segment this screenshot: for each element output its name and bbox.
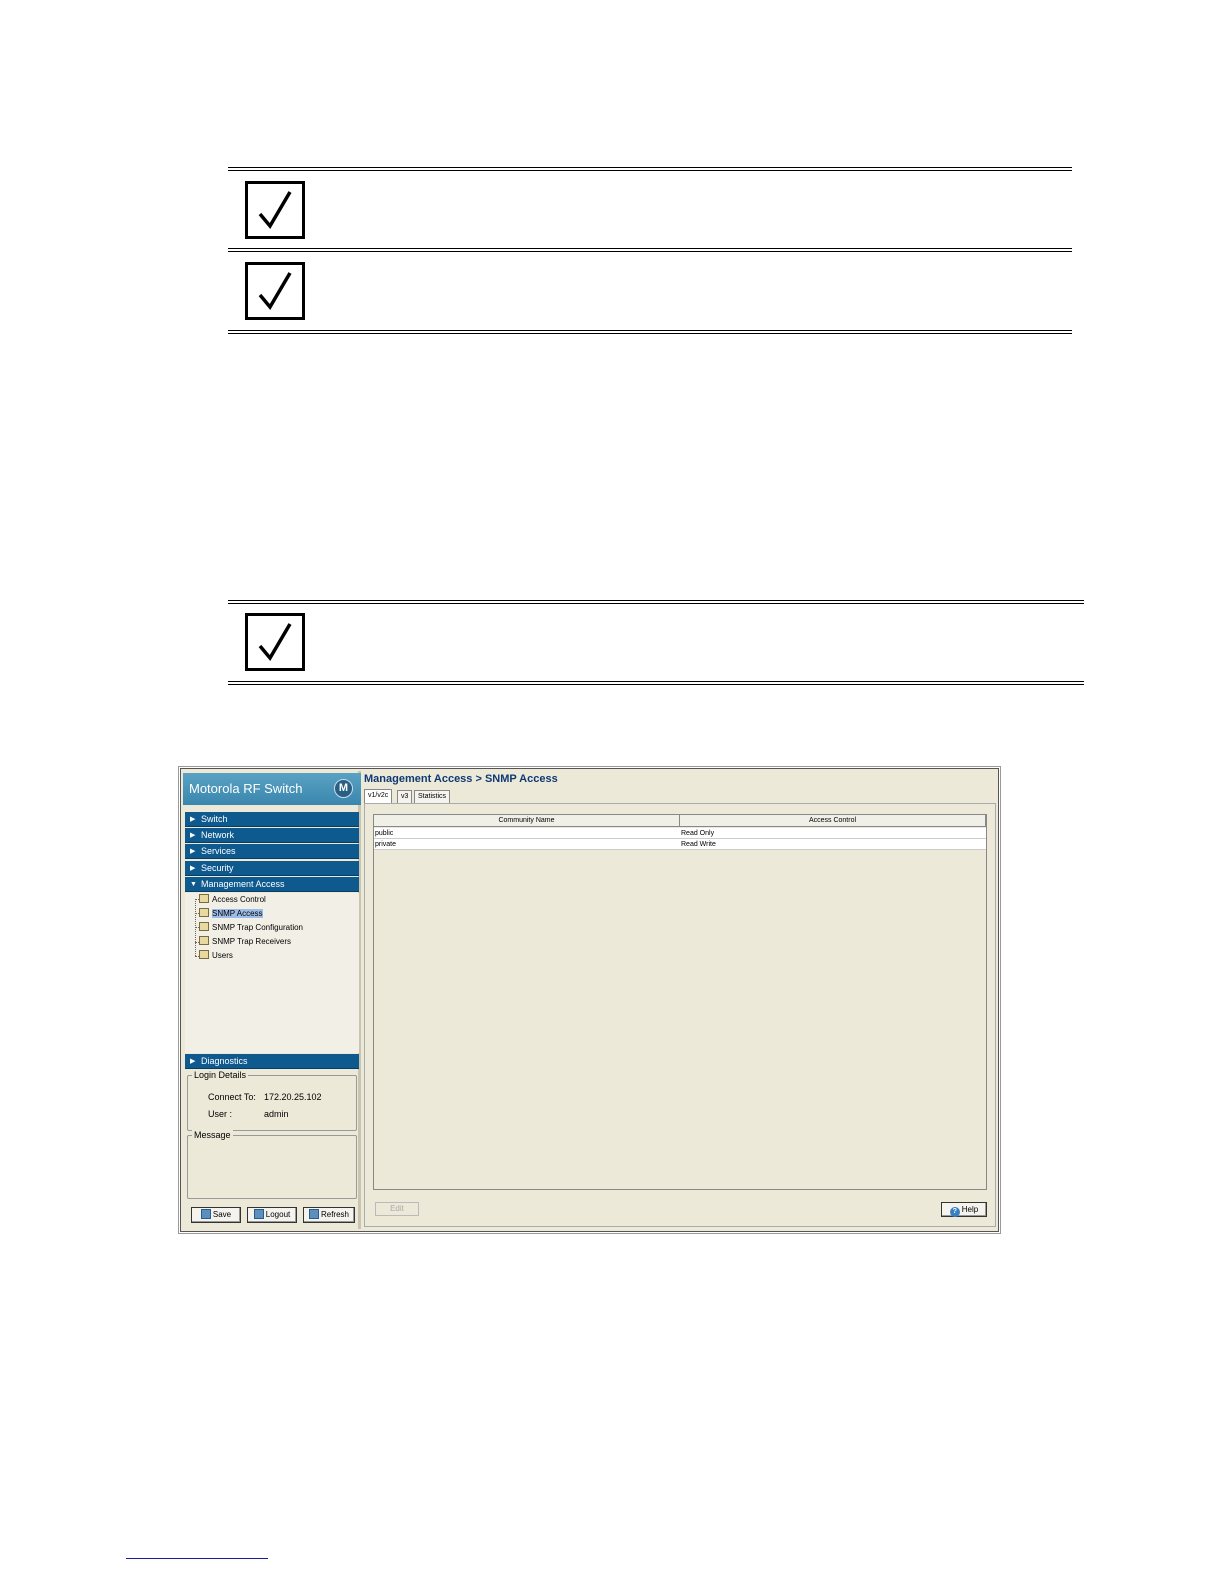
tree-node-icon bbox=[199, 950, 209, 959]
nav-item-label: Diagnostics bbox=[201, 1056, 248, 1066]
table-cell: Read Write bbox=[681, 841, 716, 848]
tab-panel bbox=[364, 803, 996, 1227]
brand-title: Motorola RF Switch bbox=[189, 781, 303, 796]
triangle-right-icon: ▶ bbox=[190, 1058, 196, 1065]
column-header-community-name[interactable]: Community Name bbox=[374, 815, 680, 827]
nav-item-switch[interactable] bbox=[185, 812, 359, 827]
table-row[interactable] bbox=[374, 839, 986, 850]
nav-item-diagnostics[interactable] bbox=[185, 1054, 359, 1069]
nav-item-management-access[interactable] bbox=[185, 877, 359, 892]
motorola-logo-icon: M bbox=[334, 779, 353, 798]
note-rule-bottom bbox=[228, 681, 1084, 685]
tree-item-label: SNMP Access bbox=[212, 909, 263, 918]
triangle-down-icon: ▼ bbox=[190, 881, 197, 888]
tree-item-access-control[interactable] bbox=[199, 893, 268, 906]
nav-tree bbox=[185, 893, 359, 1053]
tree-item-snmp-trap-configuration[interactable] bbox=[199, 921, 305, 934]
checkmark-icon bbox=[245, 613, 305, 671]
footer-rule bbox=[126, 1558, 268, 1559]
triangle-right-icon: ▶ bbox=[190, 848, 196, 855]
tree-item-snmp-access[interactable] bbox=[199, 907, 265, 920]
triangle-right-icon: ▶ bbox=[190, 816, 196, 823]
refresh-button[interactable] bbox=[303, 1207, 355, 1223]
refresh-button-label: Refresh bbox=[320, 1210, 349, 1219]
tab-v3[interactable]: v3 bbox=[397, 790, 412, 803]
main-pane bbox=[364, 771, 996, 1229]
table-row[interactable] bbox=[374, 828, 986, 839]
connect-to-label: Connect To: bbox=[208, 1092, 256, 1102]
nav-item-label: Network bbox=[201, 830, 235, 840]
note-rule-top bbox=[228, 167, 1072, 171]
connect-to-value: 172.20.25.102 bbox=[264, 1092, 322, 1102]
triangle-right-icon: ▶ bbox=[190, 865, 196, 872]
app-window bbox=[180, 768, 999, 1232]
tree-item-snmp-trap-receivers[interactable] bbox=[199, 935, 293, 948]
community-table bbox=[373, 814, 987, 1190]
page-title: Management Access > SNMP Access bbox=[364, 773, 558, 785]
nav-item-label: Services bbox=[201, 846, 236, 856]
refresh-icon bbox=[309, 1209, 319, 1219]
nav-item-label: Switch bbox=[201, 814, 228, 824]
tab-statistics[interactable]: Statistics bbox=[414, 790, 450, 803]
table-cell: private bbox=[375, 841, 397, 848]
login-details-group bbox=[187, 1070, 357, 1131]
save-icon bbox=[201, 1209, 211, 1219]
user-label: User : bbox=[208, 1109, 233, 1119]
column-header-access-control[interactable]: Access Control bbox=[680, 815, 986, 827]
tree-node-icon bbox=[199, 922, 209, 931]
message-title: Message bbox=[194, 1130, 231, 1140]
tree-item-label: SNMP Trap Configuration bbox=[212, 923, 304, 932]
nav-item-label: Security bbox=[201, 863, 234, 873]
checkmark-icon bbox=[245, 262, 305, 320]
tab-v1-v2c[interactable]: v1/v2c bbox=[364, 789, 392, 803]
triangle-right-icon: ▶ bbox=[190, 832, 196, 839]
edit-button[interactable]: Edit bbox=[375, 1202, 419, 1216]
tree-item-users[interactable] bbox=[199, 949, 235, 962]
brand-header bbox=[183, 773, 361, 805]
save-button-label: Save bbox=[212, 1210, 232, 1219]
help-icon: ? bbox=[950, 1207, 960, 1217]
save-button[interactable] bbox=[191, 1207, 241, 1223]
tree-item-label: Access Control bbox=[212, 895, 266, 904]
tree-node-icon bbox=[199, 908, 209, 917]
login-details-title: Login Details bbox=[194, 1070, 247, 1080]
tree-node-icon bbox=[199, 894, 209, 903]
note-rule-mid bbox=[228, 248, 1072, 252]
note-rule-bottom bbox=[228, 330, 1072, 334]
help-button[interactable] bbox=[941, 1202, 987, 1217]
logout-button[interactable] bbox=[247, 1207, 297, 1223]
message-group bbox=[187, 1130, 357, 1199]
table-cell: public bbox=[375, 830, 394, 837]
logout-button-label: Logout bbox=[265, 1210, 291, 1219]
sidebar bbox=[183, 771, 361, 1229]
nav-item-label: Management Access bbox=[201, 879, 285, 889]
tree-item-label: SNMP Trap Receivers bbox=[212, 937, 291, 946]
nav-item-security[interactable] bbox=[185, 861, 359, 876]
checkmark-icon bbox=[245, 181, 305, 239]
nav-item-services[interactable] bbox=[185, 844, 359, 859]
help-button-label: Help bbox=[961, 1205, 979, 1214]
table-cell: Read Only bbox=[681, 830, 715, 837]
tree-node-icon bbox=[199, 936, 209, 945]
nav-item-network[interactable] bbox=[185, 828, 359, 843]
note-rule-top bbox=[228, 600, 1084, 604]
tree-item-label: Users bbox=[212, 951, 233, 960]
user-value: admin bbox=[264, 1109, 289, 1119]
logout-icon bbox=[254, 1209, 264, 1219]
